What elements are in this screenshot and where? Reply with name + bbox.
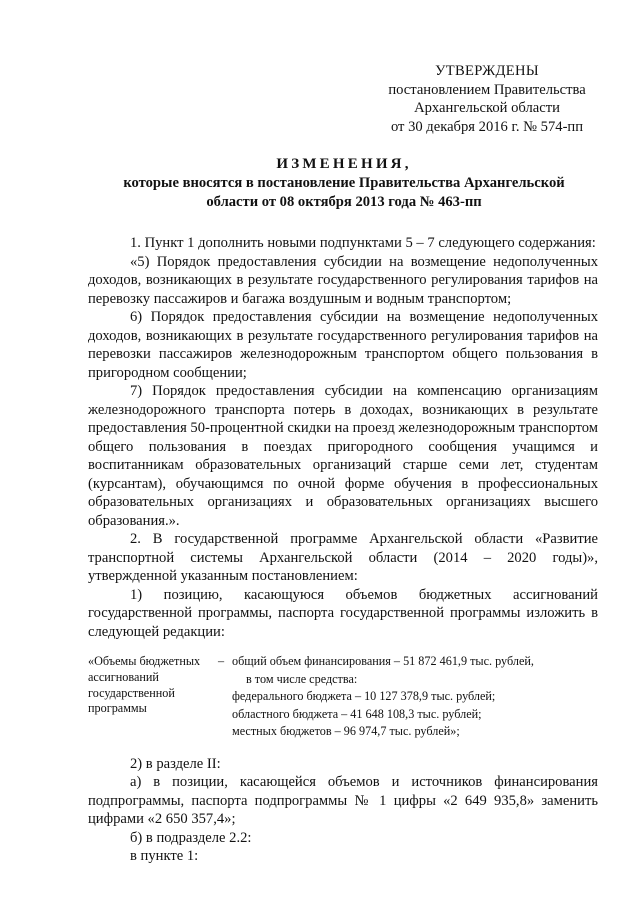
budget-row-total: общий объем финансирования – 51 872 461,9 тыс. рублей, xyxy=(232,654,534,668)
budget-row-including: в том числе средства: xyxy=(246,671,358,686)
approval-line-2: Архангельской области xyxy=(414,100,560,116)
approval-heading: УТВЕРЖДЕНЫ xyxy=(435,63,539,79)
budget-table xyxy=(88,653,598,741)
approval-line-1: постановлением Правительства xyxy=(388,81,586,98)
paragraph-7: 2) в разделе II: xyxy=(130,755,221,772)
approval-stamp xyxy=(372,62,602,136)
paragraph-5: 2. В государственной программе Архангельской области «Развитие транспортной системы Архангельской области (2014 – 2020 годы)», утвержденной указанным постановлением: xyxy=(88,531,598,584)
paragraph-3: 6) Порядок предоставления субсидии на возмещение недополученных доходов, возникающих в результате государственного регулирования тарифов на перевозки пассажиров железнодорожным транспортом общего пользования в пригородном сообщении; xyxy=(88,309,598,381)
approval-line-3: от 30 декабря 2016 г. № 574-пп xyxy=(390,118,584,135)
paragraph-4: 7) Порядок предоставления субсидии на компенсацию организациям железнодорожного транспорта потерь в доходах, возникающих в результате предоставления 50-процентной скидки на проезд железнодорожным транспортом общего пользования в поездах пригородного сообщения учащимся и воспитанникам образовательных организаций старше семи лет, студентам (курсантам), обучающимся по очной форме обучения в профессиональных образовательных организациях и образовательных организациях высшего образования.». xyxy=(88,383,598,529)
paragraph-9: б) в подразделе 2.2: xyxy=(130,829,252,846)
paragraph-10: в пункте 1: xyxy=(130,848,199,865)
budget-row-regional: областного бюджета – 41 648 108,3 тыс. рублей; xyxy=(232,706,482,721)
budget-row-federal: федерального бюджета – 10 127 378,9 тыс. рублей; xyxy=(232,689,496,704)
budget-table-dash: – xyxy=(217,654,225,668)
document-title xyxy=(88,155,600,212)
budget-table-label: «Объемы бюджетных ассигнований государственной программы xyxy=(88,654,201,716)
budget-row-local: местных бюджетов – 96 974,7 тыс. рублей»; xyxy=(232,724,460,739)
paragraph-6: 1) позицию, касающуюся объемов бюджетных ассигнований государственной программы, паспорта государственной программы изложить в следующей редакции: xyxy=(88,586,598,640)
paragraph-2: «5) Порядок предоставления субсидии на возмещение недополученных доходов, возникающих в результате государственного регулирования тарифов на перевозку пассажиров и багажа воздушным и водным транспортом; xyxy=(88,253,598,307)
document-body xyxy=(88,234,598,866)
title-word: ИЗМЕНЕНИЯ, xyxy=(276,156,412,172)
paragraph-8: а) в позиции, касающейся объемов и источников финансирования подпрограммы, паспорта подпрограммы № 1 цифры «2 649 935,8» заменить цифрами «2 650 357,4»; xyxy=(88,774,598,828)
budget-table-values xyxy=(232,653,598,741)
title-line-3: области от 08 октября 2013 года № 463-пп xyxy=(206,194,482,210)
paragraph-1: 1. Пункт 1 дополнить новыми подпунктами 5 – 7 следующего содержания: xyxy=(130,235,596,251)
title-line-2: которые вносятся в постановление Правительства Архангельской xyxy=(123,175,565,191)
